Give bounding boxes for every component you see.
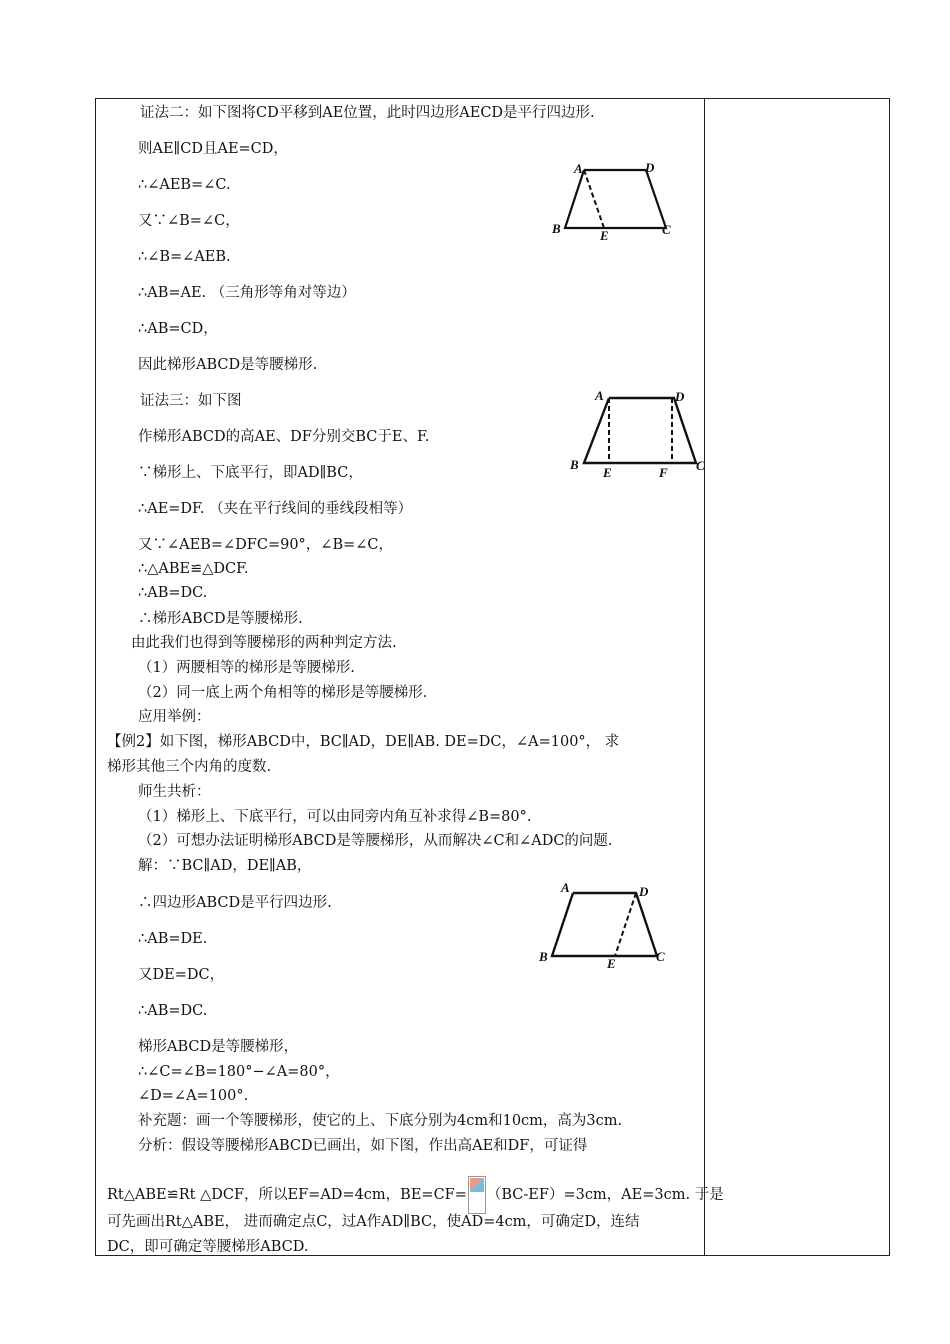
text-line: 证法二：如下图将CD平移到AE位置，此时四边形AECD是平行四边形. (140, 105, 595, 121)
label-a: A (561, 880, 570, 895)
text-line: （2）同一底上两个角相等的梯形是等腰梯形. (138, 685, 428, 701)
text-line: 应用举例： (138, 709, 211, 725)
text-line: 梯形其他三个内角的度数. (107, 759, 272, 775)
trapezoid-outline (552, 893, 657, 956)
text-line: ∴∠AEB=∠C. (138, 177, 231, 193)
text-line: ∴△ABE≌△DCF. (138, 561, 249, 577)
text-line: ∴四边形ABCD是平行四边形. (138, 895, 332, 911)
text-line: ∴AB=AE. （三角形等角对等边） (138, 285, 356, 301)
text-line: ∴∠B=∠AEB. (138, 249, 231, 265)
label-e: E (603, 465, 612, 480)
label-d: D (675, 389, 685, 404)
label-f: F (659, 465, 668, 480)
text-line: 【例2】如下图，梯形ABCD中，BC∥AD，DE∥AB. DE=DC，∠A=100°， 求 (107, 734, 620, 750)
label-b: B (552, 221, 561, 236)
text-line (107, 1176, 724, 1214)
text-line: 作梯形ABCD的高AE、DF分别交BC于E、F. (138, 429, 430, 445)
text-line: ∴梯形ABCD是等腰梯形. (138, 611, 303, 627)
text-line: 证法三：如下图 (140, 393, 242, 409)
text-line: 因此梯形ABCD是等腰梯形. (138, 357, 318, 373)
text-line: ∠D=∠A=100°. (138, 1088, 249, 1104)
text-line: ∴AE=DF. （夹在平行线间的垂线段相等） (138, 501, 413, 517)
text-line: ∴∠C=∠B=180°−∠A=80°， (138, 1064, 340, 1080)
table-frame (95, 98, 890, 1256)
text-line: DC，即可确定等腰梯形ABCD. (107, 1239, 309, 1255)
trapezoid-figure-1 (548, 158, 680, 242)
text-line: 又∵∠AEB=∠DFC=90°，∠B=∠C， (138, 537, 393, 553)
label-d: D (639, 884, 649, 899)
text-line: 梯形ABCD是等腰梯形， (138, 1039, 299, 1055)
text-line: 由此我们也得到等腰梯形的两种判定方法. (131, 635, 397, 651)
text-line: 则AE∥CD且AE=CD， (138, 141, 288, 157)
text-line: （1）两腰相等的梯形是等腰梯形. (138, 660, 355, 676)
text-line: 又DE=DC， (138, 967, 225, 983)
text-segment: Rt△ABE≌Rt △DCF，所以EF=AD=4cm，BE=CF= (107, 1187, 467, 1203)
text-line: ∴AB=CD， (138, 321, 218, 337)
text-line: 师生共析： (138, 784, 211, 800)
dashed-segment-ae (584, 170, 604, 228)
dashed-segment-de (615, 893, 636, 956)
fraction-image (468, 1176, 486, 1214)
text-line: （2）可想办法证明梯形ABCD是等腰梯形，从而解决∠C和∠ADC的问题. (138, 833, 613, 849)
label-b: B (539, 949, 548, 964)
trapezoid-figure-2 (566, 388, 710, 480)
text-segment: （BC-EF）=3cm，AE=3cm. 于是 (486, 1187, 724, 1203)
label-a: A (595, 388, 604, 403)
text-line: ∴AB=DE. (138, 931, 208, 947)
trapezoid-outline (565, 170, 666, 228)
text-line: ∴AB=DC. (138, 1003, 208, 1019)
column-divider (704, 98, 705, 1256)
text-line: 分析：假设等腰梯形ABCD已画出，如下图，作出高AE和DF，可证得 (138, 1138, 588, 1154)
trapezoid-outline (584, 398, 696, 463)
text-line: ∵梯形上、下底平行，即AD∥BC， (138, 465, 363, 481)
text-line: （1）梯形上、下底平行，可以由同旁内角互补求得∠B=80°. (138, 809, 532, 825)
label-c: C (696, 458, 705, 473)
text-line: 又∵∠B=∠C， (138, 213, 240, 229)
label-c: C (662, 222, 671, 237)
text-line: 解：∵BC∥AD，DE∥AB， (138, 858, 312, 874)
label-c: C (656, 949, 665, 964)
text-line: 补充题：画一个等腰梯形，使它的上、下底分别为4cm和10cm，高为3cm. (138, 1113, 623, 1129)
label-b: B (570, 457, 579, 472)
text-line: ∴AB=DC. (138, 585, 208, 601)
label-d: D (645, 160, 655, 175)
label-a: A (574, 161, 583, 176)
label-e: E (600, 228, 609, 242)
trapezoid-figure-3 (536, 880, 672, 972)
text-line: 可先画出Rt△ABE， 进而确定点C，过A作AD∥BC，使AD=4cm，可确定D，连结 (107, 1214, 640, 1230)
label-e: E (607, 956, 616, 971)
